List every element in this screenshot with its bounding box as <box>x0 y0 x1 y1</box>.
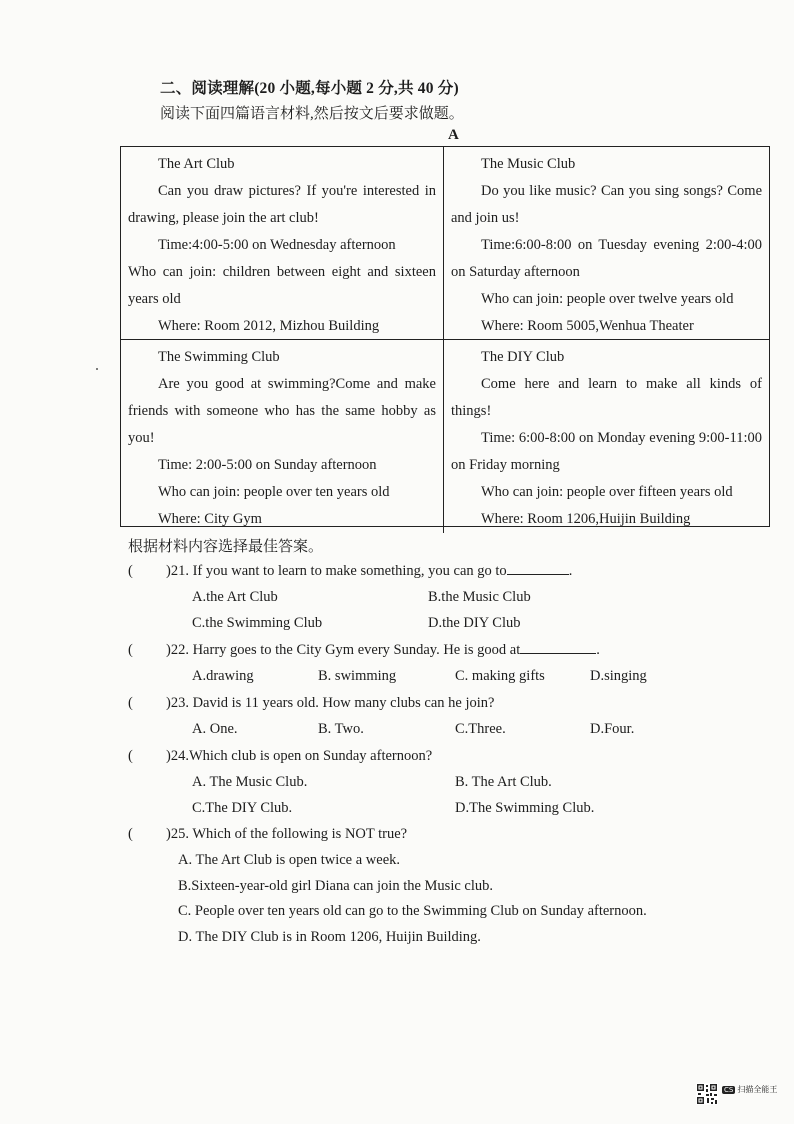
club-name: The DIY Club <box>481 349 565 365</box>
club-where: Where: Room 2012, Mizhou Building <box>158 318 380 334</box>
club-time: Time: 6:00-8:00 on Monday evening 9:00-11:00 on Friday morning <box>451 430 762 473</box>
club-where: Where: City Gym <box>158 511 262 527</box>
option-a: A. The Art Club is open twice a week. <box>178 852 401 868</box>
question-end: . <box>568 563 573 579</box>
club-who: Who can join: people over fifteen years old <box>481 484 733 500</box>
section-title: 二、阅读理解(20 小题,每小题 2 分,共 40 分) <box>160 80 459 97</box>
club-cell-swimming <box>121 339 443 533</box>
question-stem: )23. David is 11 years old. How many clubs can he join? <box>166 695 495 711</box>
club-who: Who can join: people over ten years old <box>158 484 390 500</box>
option-a: A.the Art Club <box>192 589 278 605</box>
option-b: B.Sixteen-year-old girl Diana can join the Music club. <box>178 878 493 894</box>
passage-label: A <box>448 127 459 143</box>
club-intro: Do you like music? Can you sing songs? Come and join us! <box>451 183 762 226</box>
option-d: D.singing <box>590 668 647 684</box>
question-stem: )22. Harry goes to the City Gym every Sunday. He is good at <box>166 642 521 658</box>
club-who: Who can join: children between eight and sixteen years old <box>128 264 436 307</box>
club-name: The Swimming Club <box>158 349 280 365</box>
club-where: Where: Room 1206,Huijin Building <box>481 511 691 527</box>
scan-speck <box>96 368 98 370</box>
question-24 <box>128 748 432 765</box>
question-end: . <box>596 642 600 658</box>
club-time: Time:4:00-5:00 on Wednesday afternoon <box>158 237 396 253</box>
answer-paren: ( <box>128 748 133 764</box>
club-name: The Music Club <box>481 156 576 172</box>
answer-paren: ( <box>128 826 133 842</box>
option-a: A.drawing <box>192 668 254 684</box>
option-b: B. Two. <box>318 721 364 737</box>
club-intro: Come here and learn to make all kinds of things! <box>451 376 762 419</box>
section-instruction: 阅读下面四篇语言材料,然后按文后要求做题。 <box>160 106 464 122</box>
option-d: D.the DIY Club <box>428 615 521 631</box>
question-stem: )21. If you want to learn to make something, you can go to <box>166 563 507 579</box>
question-23 <box>128 695 494 712</box>
option-d: D. The DIY Club is in Room 1206, Huijin Building. <box>178 929 481 945</box>
question-25 <box>128 826 407 843</box>
club-intro: Can you draw pictures? If you're interested in drawing, please join the art club! <box>128 183 436 226</box>
club-time: Time: 2:00-5:00 on Sunday afternoon <box>158 457 377 473</box>
club-cell-music <box>443 147 769 339</box>
question-stem: )25. Which of the following is NOT true? <box>166 826 408 842</box>
choose-prompt: 根据材料内容选择最佳答案。 <box>128 539 324 555</box>
answer-paren: ( <box>128 695 133 711</box>
qr-code-icon <box>696 1083 718 1105</box>
club-who: Who can join: people over twelve years old <box>481 291 734 307</box>
club-time: Time:6:00-8:00 on Tuesday evening 2:00-4:00 on Saturday afternoon <box>451 237 762 280</box>
option-c: C. making gifts <box>455 668 545 684</box>
club-cell-diy <box>443 339 769 533</box>
option-a: A. The Music Club. <box>192 774 308 790</box>
scanner-logo-badge: CS <box>724 1086 734 1094</box>
option-c: C.Three. <box>455 721 506 737</box>
option-d: D.The Swimming Club. <box>455 800 595 816</box>
clubs-table <box>120 146 770 527</box>
answer-paren: ( <box>128 642 133 658</box>
club-cell-art <box>121 147 443 339</box>
answer-paren: ( <box>128 563 133 579</box>
option-c: C.the Swimming Club <box>192 615 323 631</box>
club-where: Where: Room 5005,Wenhua Theater <box>481 318 694 334</box>
option-d: D.Four. <box>590 721 635 737</box>
answer-blank[interactable] <box>507 574 569 575</box>
scanner-watermark <box>722 1084 777 1095</box>
question-22 <box>128 642 600 659</box>
scanner-name: 扫描全能王 <box>737 1085 778 1094</box>
option-b: B.the Music Club <box>428 589 531 605</box>
option-c: C. People over ten years old can go to the Swimming Club on Sunday afternoon. <box>178 903 647 919</box>
option-b: B. The Art Club. <box>455 774 552 790</box>
option-a: A. One. <box>192 721 238 737</box>
option-c: C.The DIY Club. <box>192 800 293 816</box>
question-stem: )24.Which club is open on Sunday afternoon? <box>166 748 433 764</box>
club-name: The Art Club <box>158 156 235 172</box>
question-21 <box>128 563 572 580</box>
club-intro: Are you good at swimming?Come and make friends with someone who has the same hobby as you! <box>128 376 436 446</box>
option-b: B. swimming <box>318 668 397 684</box>
answer-blank[interactable] <box>520 653 596 654</box>
